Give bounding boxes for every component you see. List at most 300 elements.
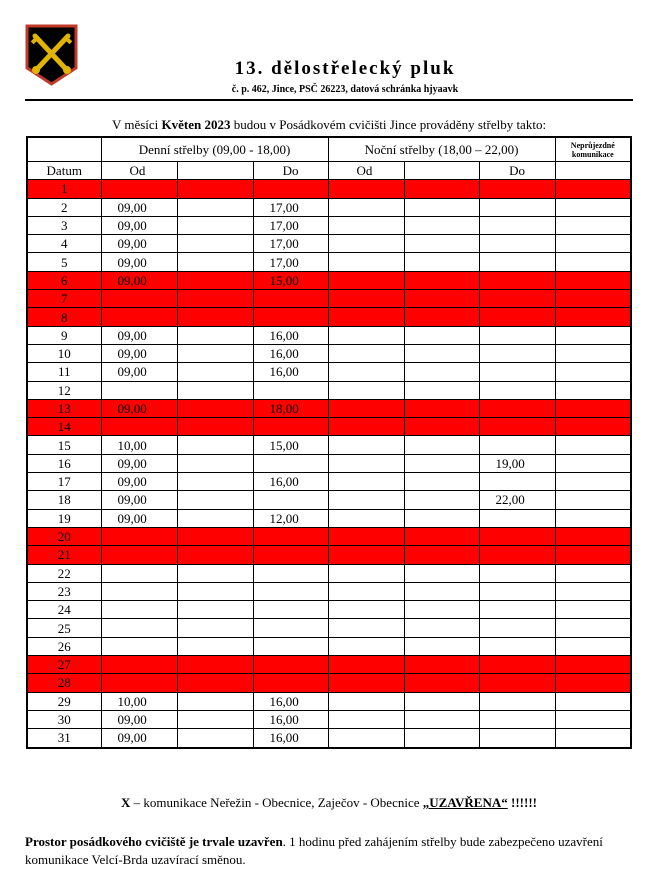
day-from-cell	[101, 619, 177, 637]
night-from-cell	[328, 509, 404, 527]
legend-exclaim: !!!!!!	[507, 795, 537, 810]
date-cell: 15	[27, 436, 101, 454]
day-from-cell: 09,00	[101, 216, 177, 234]
empty-header-cell	[27, 137, 101, 162]
night-firing-header: Noční střelby (18,00 – 22,00)	[328, 137, 555, 162]
table-row	[27, 637, 631, 655]
empty-cell	[404, 601, 479, 619]
closed-roads-cell	[555, 564, 631, 582]
day-to-cell: 17,00	[253, 235, 328, 253]
night-to-cell	[479, 473, 555, 491]
day-to-cell: 15,00	[253, 436, 328, 454]
date-cell: 5	[27, 253, 101, 271]
table-group-header	[27, 137, 631, 162]
empty-cell	[177, 509, 253, 527]
empty-cell	[404, 710, 479, 728]
night-to-cell	[479, 729, 555, 748]
day-from-cell: 09,00	[101, 235, 177, 253]
date-cell: 25	[27, 619, 101, 637]
empty-cell	[177, 564, 253, 582]
day-from-header: Od	[101, 162, 177, 180]
day-from-cell: 09,00	[101, 253, 177, 271]
table-row	[27, 235, 631, 253]
night-to-cell	[479, 601, 555, 619]
closed-roads-cell	[555, 619, 631, 637]
night-to-cell	[479, 399, 555, 417]
date-cell: 3	[27, 216, 101, 234]
empty-cell	[177, 473, 253, 491]
page-title: 13. dělostřelecký pluk	[234, 58, 456, 79]
date-cell: 7	[27, 290, 101, 308]
closed-roads-cell	[555, 656, 631, 674]
night-from-cell	[328, 290, 404, 308]
table-row	[27, 564, 631, 582]
closure-note	[25, 833, 625, 869]
table-row	[27, 546, 631, 564]
day-from-cell	[101, 180, 177, 198]
day-to-cell	[253, 546, 328, 564]
empty-cell	[177, 399, 253, 417]
day-from-cell: 09,00	[101, 729, 177, 748]
day-from-cell: 09,00	[101, 363, 177, 381]
empty-cell	[177, 527, 253, 545]
night-from-cell	[328, 326, 404, 344]
closed-roads-cell	[555, 216, 631, 234]
date-cell: 21	[27, 546, 101, 564]
empty-cell	[177, 381, 253, 399]
night-to-cell	[479, 656, 555, 674]
night-to-cell	[479, 619, 555, 637]
empty-cell	[404, 454, 479, 472]
date-cell: 31	[27, 729, 101, 748]
night-from-cell	[328, 180, 404, 198]
night-from-cell	[328, 564, 404, 582]
legend-mark: X	[121, 795, 131, 810]
night-from-cell	[328, 527, 404, 545]
table-column-header	[27, 162, 631, 180]
day-from-cell	[101, 546, 177, 564]
empty-cell	[404, 326, 479, 344]
intro-month: Květen 2023	[161, 117, 231, 132]
day-from-cell	[101, 674, 177, 692]
empty-cell	[404, 564, 479, 582]
table-row	[27, 418, 631, 436]
day-to-header: Do	[253, 162, 328, 180]
date-cell: 24	[27, 601, 101, 619]
closed-roads-cell	[555, 271, 631, 289]
night-from-cell	[328, 674, 404, 692]
closed-roads-cell	[555, 601, 631, 619]
date-cell: 18	[27, 491, 101, 509]
night-from-cell	[328, 436, 404, 454]
empty-cell	[404, 253, 479, 271]
day-to-cell	[253, 674, 328, 692]
empty-cell	[177, 546, 253, 564]
empty-cell	[404, 344, 479, 362]
day-from-cell	[101, 290, 177, 308]
letterhead	[0, 0, 651, 100]
date-cell: 14	[27, 418, 101, 436]
day-from-cell: 09,00	[101, 198, 177, 216]
address-line: č. p. 462, Jince, PSČ 26223, datová schránka hjyaavk	[231, 84, 459, 95]
empty-cell	[177, 235, 253, 253]
day-to-cell	[253, 527, 328, 545]
empty-cell	[404, 363, 479, 381]
empty-cell	[177, 436, 253, 454]
night-to-cell	[479, 271, 555, 289]
day-to-cell: 16,00	[253, 326, 328, 344]
day-to-cell	[253, 637, 328, 655]
closed-roads-cell	[555, 290, 631, 308]
night-from-cell	[328, 729, 404, 748]
date-cell: 13	[27, 399, 101, 417]
day-to-cell	[253, 564, 328, 582]
night-to-cell	[479, 344, 555, 362]
date-cell: 12	[27, 381, 101, 399]
empty-cell	[404, 381, 479, 399]
table-row	[27, 710, 631, 728]
legend-line	[25, 795, 633, 811]
day-to-cell	[253, 491, 328, 509]
empty-cell	[177, 180, 253, 198]
night-from-cell	[328, 271, 404, 289]
table-row	[27, 491, 631, 509]
day-to-cell	[253, 656, 328, 674]
empty-cell	[177, 418, 253, 436]
empty-cell	[404, 674, 479, 692]
day-from-cell	[101, 656, 177, 674]
date-cell: 26	[27, 637, 101, 655]
night-to-cell	[479, 692, 555, 710]
empty-cell	[177, 729, 253, 748]
night-from-cell	[328, 235, 404, 253]
date-cell: 1	[27, 180, 101, 198]
night-from-cell	[328, 418, 404, 436]
closed-roads-cell	[555, 473, 631, 491]
table-row	[27, 601, 631, 619]
closed-roads-cell	[555, 710, 631, 728]
night-from-cell	[328, 381, 404, 399]
closed-roads-cell	[555, 381, 631, 399]
night-to-cell	[479, 582, 555, 600]
closed-roads-cell	[555, 729, 631, 748]
night-from-cell	[328, 198, 404, 216]
table-row	[27, 656, 631, 674]
night-from-cell	[328, 656, 404, 674]
note-bold: Prostor posádkového cvičiště je trvale uzavřen	[25, 834, 283, 849]
date-cell: 28	[27, 674, 101, 692]
empty-cell	[177, 637, 253, 655]
empty-cell	[404, 491, 479, 509]
day-firing-header: Denní střelby (09,00 - 18,00)	[101, 137, 328, 162]
day-from-cell	[101, 381, 177, 399]
date-cell: 20	[27, 527, 101, 545]
empty-cell	[177, 253, 253, 271]
day-from-cell: 09,00	[101, 399, 177, 417]
day-to-cell	[253, 290, 328, 308]
closed-roads-cell	[555, 308, 631, 326]
day-to-cell	[253, 308, 328, 326]
legend-closed-word: „UZAVŘENA“	[422, 795, 508, 810]
table-row	[27, 692, 631, 710]
empty-cell	[177, 692, 253, 710]
night-to-cell	[479, 436, 555, 454]
table-row	[27, 527, 631, 545]
day-to-cell	[253, 381, 328, 399]
empty-cell	[404, 399, 479, 417]
closed-roads-cell	[555, 253, 631, 271]
day-from-cell	[101, 564, 177, 582]
empty-cell	[177, 216, 253, 234]
day-to-cell: 16,00	[253, 363, 328, 381]
closed-roads-cell	[555, 363, 631, 381]
header-divider	[25, 99, 633, 101]
day-to-cell	[253, 454, 328, 472]
empty-cell	[404, 546, 479, 564]
empty-cell	[177, 454, 253, 472]
legend-text: – komunikace Neřežin - Obecnice, Zaječov - Obecnice	[130, 795, 423, 810]
date-cell: 10	[27, 344, 101, 362]
day-from-cell	[101, 308, 177, 326]
firing-schedule-table	[26, 136, 632, 749]
closed-roads-cell	[555, 582, 631, 600]
empty-cell	[404, 235, 479, 253]
empty-cell	[404, 198, 479, 216]
empty-cell	[404, 509, 479, 527]
night-from-cell	[328, 637, 404, 655]
empty-cell	[177, 344, 253, 362]
day-to-cell	[253, 582, 328, 600]
date-cell: 11	[27, 363, 101, 381]
date-cell: 27	[27, 656, 101, 674]
closed-roads-cell	[555, 399, 631, 417]
day-to-cell: 17,00	[253, 216, 328, 234]
day-from-cell	[101, 418, 177, 436]
closed-roads-cell	[555, 674, 631, 692]
night-from-cell	[328, 601, 404, 619]
date-cell: 4	[27, 235, 101, 253]
intro-text-after: budou v Posádkovém cvičišti Jince prováděny střelby takto:	[230, 117, 547, 132]
day-from-cell: 09,00	[101, 710, 177, 728]
table-row	[27, 216, 631, 234]
night-from-header: Od	[328, 162, 404, 180]
crossed-cannons-emblem-icon	[25, 24, 78, 86]
night-from-cell	[328, 253, 404, 271]
table-row	[27, 619, 631, 637]
night-from-cell	[328, 473, 404, 491]
table-row	[27, 509, 631, 527]
night-from-cell	[328, 454, 404, 472]
table-row	[27, 729, 631, 748]
night-to-cell	[479, 216, 555, 234]
night-to-cell	[479, 637, 555, 655]
date-cell: 17	[27, 473, 101, 491]
day-from-cell	[101, 527, 177, 545]
date-cell: 19	[27, 509, 101, 527]
date-column-header: Datum	[27, 162, 101, 180]
night-from-cell	[328, 491, 404, 509]
empty-cell	[177, 601, 253, 619]
day-to-cell	[253, 180, 328, 198]
day-to-cell: 16,00	[253, 692, 328, 710]
night-from-cell	[328, 308, 404, 326]
empty-cell	[404, 308, 479, 326]
empty-cell	[177, 491, 253, 509]
date-cell: 23	[27, 582, 101, 600]
date-cell: 30	[27, 710, 101, 728]
closed-roads-cell	[555, 692, 631, 710]
closed-roads-cell	[555, 418, 631, 436]
empty-cell	[404, 418, 479, 436]
empty-cell	[404, 656, 479, 674]
day-to-cell: 18,00	[253, 399, 328, 417]
night-to-cell	[479, 418, 555, 436]
intro-sentence	[25, 117, 633, 133]
date-cell: 29	[27, 692, 101, 710]
table-row	[27, 381, 631, 399]
table-row	[27, 473, 631, 491]
day-to-cell	[253, 418, 328, 436]
night-from-cell	[328, 546, 404, 564]
empty-cell	[404, 729, 479, 748]
day-to-cell	[253, 601, 328, 619]
night-from-cell	[328, 344, 404, 362]
closed-roads-cell	[555, 326, 631, 344]
table-row	[27, 290, 631, 308]
day-to-cell: 16,00	[253, 473, 328, 491]
closed-roads-cell	[555, 454, 631, 472]
empty-cell	[177, 656, 253, 674]
closed-roads-cell	[555, 344, 631, 362]
day-to-cell: 12,00	[253, 509, 328, 527]
date-cell: 6	[27, 271, 101, 289]
day-to-cell: 16,00	[253, 710, 328, 728]
day-from-cell: 09,00	[101, 271, 177, 289]
night-to-cell	[479, 363, 555, 381]
night-from-cell	[328, 216, 404, 234]
table-row	[27, 198, 631, 216]
closed-roads-cell	[555, 546, 631, 564]
night-from-cell	[328, 710, 404, 728]
night-from-cell	[328, 363, 404, 381]
empty-cell	[404, 527, 479, 545]
night-to-cell	[479, 546, 555, 564]
day-to-cell: 17,00	[253, 253, 328, 271]
empty-header-cell	[404, 162, 479, 180]
note-rest: . 1 hodinu před zahájením střelby bude zabezpečeno uzavření komunikace Velcí-Brda uzavírací směnou.	[25, 834, 603, 867]
empty-cell	[177, 363, 253, 381]
empty-cell	[177, 674, 253, 692]
night-from-cell	[328, 582, 404, 600]
day-from-cell: 10,00	[101, 692, 177, 710]
empty-cell	[404, 637, 479, 655]
day-from-cell	[101, 582, 177, 600]
day-from-cell: 09,00	[101, 491, 177, 509]
night-to-cell	[479, 674, 555, 692]
day-to-cell: 16,00	[253, 344, 328, 362]
table-row	[27, 253, 631, 271]
closed-roads-cell	[555, 491, 631, 509]
table-row	[27, 454, 631, 472]
day-from-cell: 09,00	[101, 344, 177, 362]
day-from-cell	[101, 637, 177, 655]
table-row	[27, 582, 631, 600]
closed-roads-cell	[555, 527, 631, 545]
table-row	[27, 180, 631, 198]
day-to-cell: 17,00	[253, 198, 328, 216]
night-from-cell	[328, 399, 404, 417]
day-from-cell: 10,00	[101, 436, 177, 454]
night-from-cell	[328, 692, 404, 710]
table-row	[27, 399, 631, 417]
empty-header-cell	[177, 162, 253, 180]
day-from-cell: 09,00	[101, 473, 177, 491]
empty-cell	[177, 582, 253, 600]
intro-text-before: V měsíci	[111, 117, 162, 132]
date-cell: 16	[27, 454, 101, 472]
empty-cell	[404, 436, 479, 454]
night-to-cell	[479, 308, 555, 326]
night-to-cell	[479, 235, 555, 253]
empty-cell	[404, 692, 479, 710]
table-row	[27, 363, 631, 381]
empty-cell	[404, 473, 479, 491]
day-to-cell: 16,00	[253, 729, 328, 748]
closed-roads-header: Neprůjezdné komunikace	[555, 137, 631, 162]
empty-header-cell	[555, 162, 631, 180]
empty-cell	[177, 290, 253, 308]
closed-roads-cell	[555, 436, 631, 454]
day-from-cell: 09,00	[101, 326, 177, 344]
table-row	[27, 436, 631, 454]
night-to-cell	[479, 710, 555, 728]
table-row	[27, 326, 631, 344]
closed-roads-cell	[555, 198, 631, 216]
night-to-header: Do	[479, 162, 555, 180]
empty-cell	[404, 290, 479, 308]
day-to-cell	[253, 619, 328, 637]
table-row	[27, 308, 631, 326]
night-from-cell	[328, 619, 404, 637]
night-to-cell	[479, 180, 555, 198]
closed-roads-cell	[555, 235, 631, 253]
day-from-cell	[101, 601, 177, 619]
night-to-cell	[479, 564, 555, 582]
night-to-cell	[479, 198, 555, 216]
table-row	[27, 344, 631, 362]
closed-roads-cell	[555, 509, 631, 527]
day-from-cell: 09,00	[101, 509, 177, 527]
date-cell: 8	[27, 308, 101, 326]
night-to-cell	[479, 290, 555, 308]
table-row	[27, 271, 631, 289]
empty-cell	[177, 710, 253, 728]
empty-cell	[177, 308, 253, 326]
empty-cell	[177, 619, 253, 637]
date-cell: 22	[27, 564, 101, 582]
night-to-cell	[479, 509, 555, 527]
closed-roads-cell	[555, 180, 631, 198]
night-to-cell	[479, 381, 555, 399]
table-row	[27, 674, 631, 692]
date-cell: 9	[27, 326, 101, 344]
night-to-cell	[479, 326, 555, 344]
night-to-cell	[479, 253, 555, 271]
night-to-cell: 22,00	[479, 491, 555, 509]
empty-cell	[177, 326, 253, 344]
day-to-cell: 15,00	[253, 271, 328, 289]
date-cell: 2	[27, 198, 101, 216]
